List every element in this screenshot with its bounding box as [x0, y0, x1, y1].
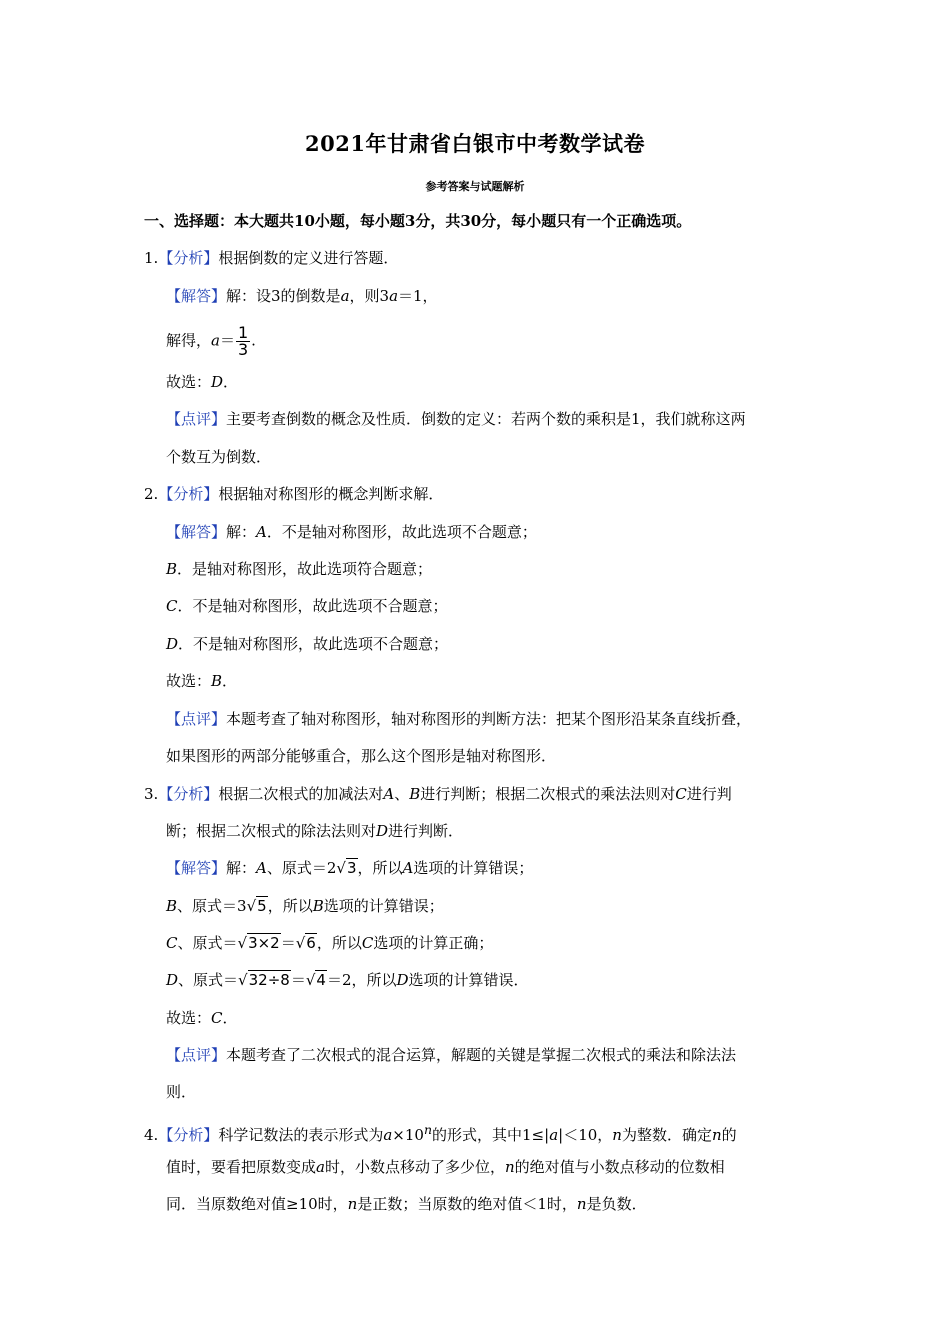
- answer-text: 、原式＝: [178, 971, 239, 989]
- answer-text: 选项的计算错误；: [323, 897, 444, 915]
- equals-sign: ＝: [219, 331, 235, 350]
- answer-text: ＝1，: [398, 287, 438, 305]
- square-root: √5: [246, 897, 267, 915]
- choice-letter: C: [211, 1009, 223, 1027]
- analysis-text: 根据轴对称图形的概念判断求解．: [218, 485, 444, 503]
- analysis-text: 值时，要看把原数变成: [166, 1158, 317, 1176]
- answer-text: 解得，: [166, 331, 212, 350]
- q3-answer-a: [166, 858, 533, 878]
- q4-analysis: [144, 1120, 737, 1145]
- answer-text: ，所以: [316, 934, 362, 952]
- analysis-text: 时，小数点移动了多少位，: [324, 1158, 505, 1176]
- analysis-text: 是正数；当原数的绝对值＜1时，: [357, 1195, 577, 1213]
- question-number: 4.: [144, 1126, 159, 1144]
- q3-comment-2: 则．: [166, 1083, 197, 1101]
- q2-answer-d: [166, 634, 448, 654]
- q2-choice: [166, 671, 237, 691]
- analysis-text: 进行判: [686, 785, 732, 803]
- q4-analysis-2: [166, 1157, 725, 1177]
- fraction-numerator: 1: [237, 323, 249, 342]
- variable: n: [576, 1195, 587, 1213]
- option-letter: A: [383, 785, 395, 803]
- variable: n: [347, 1195, 358, 1213]
- answer-text: 选项的计算错误．: [408, 971, 529, 989]
- option-letter: C: [361, 934, 374, 952]
- analysis-text: 科学记数法的表示形式为: [218, 1126, 384, 1144]
- comment-text: 本题考查了轴对称图形，轴对称图形的判断方法：把某个图形沿某条直线折叠，: [226, 710, 752, 728]
- q1-choice: [166, 372, 238, 392]
- q3-answer-c: [166, 933, 493, 953]
- option-letter: D: [166, 635, 179, 653]
- option-letter: B: [166, 560, 178, 578]
- answer-text: ，所以: [357, 859, 403, 877]
- answer-text: ．不是轴对称图形，故此选项不合题意；: [177, 597, 448, 615]
- radicand: 3×2: [248, 934, 280, 952]
- answer-text: 、原式＝3: [177, 897, 247, 915]
- analysis-text: 的形式，其中1≤|: [432, 1126, 550, 1144]
- q2-comment-2: 如果图形的两部分能够重合，那么这个图形是轴对称图形．: [166, 747, 557, 765]
- analysis-text: 、: [394, 785, 410, 803]
- analysis-text: 是负数．: [586, 1195, 647, 1213]
- answer-text: ．不是轴对称图形，故此选项不合题意；: [266, 523, 537, 541]
- answer-tag: 【解答】: [166, 287, 227, 305]
- answer-text: 解：设3的倒数是: [226, 287, 341, 305]
- option-letter: C: [166, 934, 178, 952]
- option-letter: D: [396, 971, 409, 989]
- question-number: 3.: [144, 785, 159, 803]
- exponent: n: [423, 1122, 433, 1137]
- option-letter: B: [166, 897, 178, 915]
- variable: n: [711, 1126, 722, 1144]
- analysis-text: 进行判断；根据二次根式的乘法法则对: [420, 785, 676, 803]
- option-letter: B: [409, 785, 421, 803]
- analysis-text: ×10: [392, 1126, 424, 1144]
- q3-answer-b: [166, 896, 444, 916]
- answer-text: 选项的计算正确；: [373, 934, 494, 952]
- radicand: 6: [306, 934, 316, 952]
- analysis-tag: 【分析】: [158, 1126, 219, 1144]
- square-root: √6: [295, 934, 316, 952]
- option-letter: C: [166, 597, 178, 615]
- document-subtitle: 参考答案与试题解析: [425, 180, 525, 193]
- variable: a: [389, 287, 399, 305]
- option-letter: A: [256, 523, 267, 541]
- analysis-text: 的绝对值与小数点移动的位数相: [514, 1158, 725, 1176]
- q3-analysis-2: [166, 821, 463, 841]
- q3-choice: [166, 1008, 238, 1028]
- comment-tag: 【点评】: [166, 410, 227, 428]
- answer-text: ＝2，所以: [326, 971, 397, 989]
- choice-letter: D: [211, 373, 224, 391]
- comment-text: 本题考查了二次根式的混合运算，解题的关键是掌握二次根式的乘法和除法法: [226, 1046, 737, 1064]
- analysis-text: 的: [721, 1126, 737, 1144]
- fraction-denominator: 3: [237, 340, 249, 359]
- choice-letter: B: [211, 672, 223, 690]
- period: ．: [222, 672, 238, 690]
- answer-text: ，则3: [349, 287, 390, 305]
- comment-text: 主要考查倒数的概念及性质．倒数的定义：若两个数的乘积是1，我们就称这两: [226, 410, 746, 428]
- q1-answer: [166, 286, 438, 306]
- analysis-text: 同．当原数绝对值≥10时，: [166, 1195, 348, 1213]
- period: ．: [222, 1009, 238, 1027]
- section-heading: 一、选择题：本大题共10小题，每小题3分，共30分，每小题只有一个正确选项。: [144, 212, 692, 230]
- period: .: [251, 331, 256, 350]
- analysis-text: 进行判断．: [388, 822, 464, 840]
- comment-tag: 【点评】: [166, 1046, 227, 1064]
- square-root: √3: [336, 859, 357, 877]
- answer-text: 解：: [226, 523, 257, 541]
- option-letter: B: [312, 897, 324, 915]
- choice-text: 故选：: [166, 672, 212, 690]
- answer-text: ，所以: [267, 897, 313, 915]
- q2-answer-c: [166, 596, 448, 616]
- q3-analysis: [144, 784, 732, 804]
- analysis-text: 断；根据二次根式的除法法则对: [166, 822, 377, 840]
- option-letter: A: [256, 859, 267, 877]
- choice-text: 故选：: [166, 373, 212, 391]
- answer-text: 选项的计算错误；: [413, 859, 534, 877]
- radicand: 32÷8: [248, 971, 290, 989]
- equals-sign: ＝: [280, 934, 296, 952]
- answer-tag: 【解答】: [166, 523, 227, 541]
- document-title: 2021年甘肃省白银市中考数学试卷: [305, 131, 645, 156]
- analysis-text: |＜10，: [558, 1126, 613, 1144]
- variable: a: [316, 1158, 325, 1176]
- q1-comment-2: 个数互为倒数．: [166, 448, 272, 466]
- square-root: √4: [305, 971, 326, 989]
- variable: a: [549, 1126, 559, 1144]
- q1-comment: [166, 409, 746, 429]
- answer-tag: 【解答】: [166, 859, 227, 877]
- variable: a: [340, 287, 350, 305]
- analysis-text: 根据倒数的定义进行答题．: [218, 249, 399, 267]
- analysis-tag: 【分析】: [158, 249, 219, 267]
- square-root: √3×2: [237, 934, 280, 952]
- answer-text: ．是轴对称图形，故此选项符合题意；: [177, 560, 433, 578]
- equals-sign: ＝: [290, 971, 306, 989]
- option-letter: A: [402, 859, 414, 877]
- analysis-text: 为整数．确定: [621, 1126, 712, 1144]
- variable: n: [612, 1126, 622, 1144]
- radicand: 3: [346, 859, 357, 877]
- q2-answer-b: [166, 559, 432, 579]
- answer-text: 、原式＝: [177, 934, 238, 952]
- choice-text: 故选：: [166, 1009, 212, 1027]
- answer-text: ．不是轴对称图形，故此选项不合题意；: [178, 635, 449, 653]
- analysis-text: 根据二次根式的加减法对: [218, 785, 384, 803]
- analysis-tag: 【分析】: [158, 785, 219, 803]
- radicand: 4: [316, 971, 326, 989]
- q2-answer-a: [166, 522, 537, 542]
- question-number: 2.: [144, 485, 159, 503]
- option-letter: D: [376, 822, 389, 840]
- answer-text: 解：: [226, 859, 257, 877]
- q1-analysis: [144, 248, 398, 268]
- analysis-tag: 【分析】: [158, 485, 219, 503]
- q1-solve: [166, 325, 256, 358]
- option-letter: D: [166, 971, 179, 989]
- period: ．: [223, 373, 239, 391]
- fraction: [236, 325, 250, 358]
- variable: a: [383, 1126, 393, 1144]
- q3-comment: [166, 1045, 736, 1065]
- option-letter: C: [675, 785, 687, 803]
- square-root: √32÷8: [238, 971, 290, 989]
- q3-answer-d: [166, 970, 529, 990]
- answer-text: 、原式＝2: [266, 859, 337, 877]
- q2-analysis: [144, 484, 443, 504]
- variable: a: [211, 331, 220, 350]
- radicand: 5: [257, 897, 267, 915]
- q2-comment: [166, 709, 751, 729]
- question-number: 1.: [144, 249, 159, 267]
- variable: n: [504, 1158, 515, 1176]
- q4-analysis-3: [166, 1194, 647, 1214]
- comment-tag: 【点评】: [166, 710, 227, 728]
